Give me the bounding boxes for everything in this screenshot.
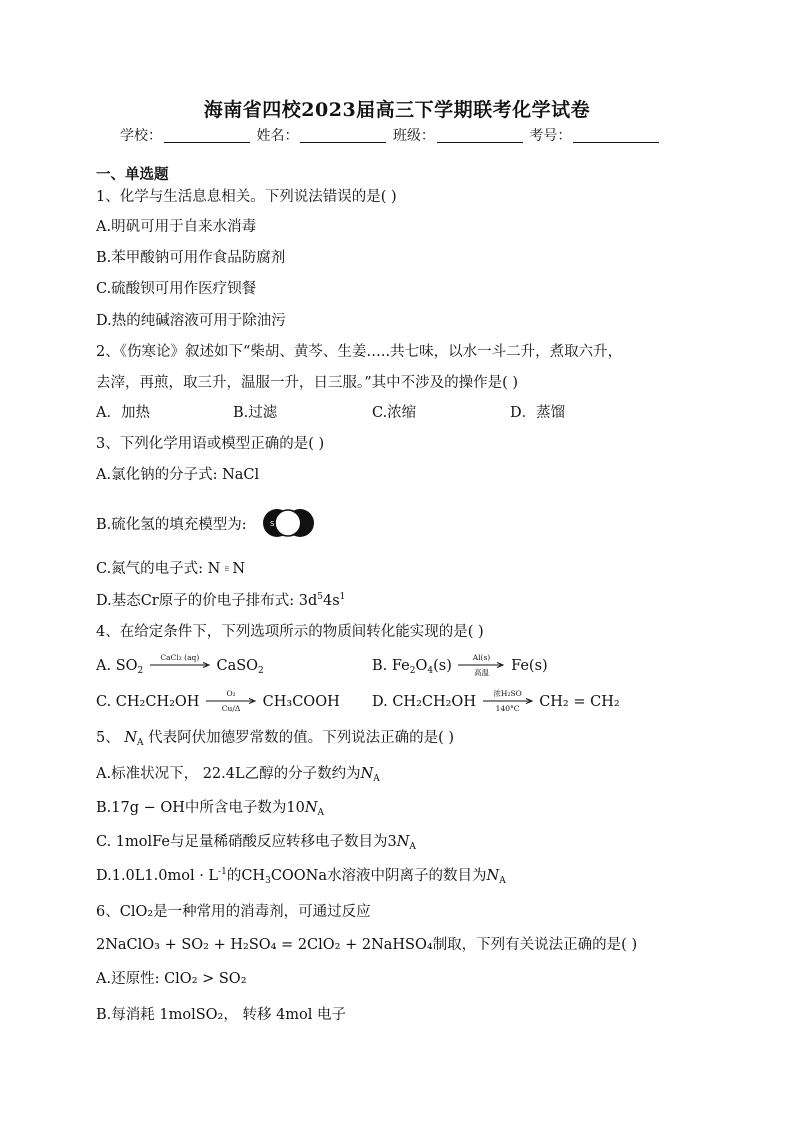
q3-option-a: A.氯化钠的分子式: NaCl [96, 467, 260, 483]
q4-c-condition-bottom: Cu/Δ [221, 704, 241, 713]
triple-bond-dots-icon: ⁝⁝⁝ [224, 565, 229, 573]
school-blank [164, 128, 250, 143]
q4-b-reactant: B. Fe [372, 658, 410, 674]
q5-option-c [96, 830, 416, 852]
q4-c-product: CH₃COOH [262, 694, 340, 710]
q2-stem-line1: 2、《伤寒论》叙述如下“柴胡、黄芩、生姜…..共七味，以水一斗二升，煮取六升， [96, 344, 623, 360]
class-label: 班级： [392, 128, 435, 144]
class-blank [437, 128, 523, 143]
q5-number: 5、 [96, 730, 120, 746]
avogadro-symbol: N [360, 766, 374, 782]
q4-c-condition-top: O₂ [226, 689, 236, 698]
q5-d-sub: 3 [265, 876, 271, 886]
q1-option-b: B.苯甲酸钠可用作食品防腐剂 [96, 250, 286, 266]
q1-option-c: C.硫酸钡可用作医疗钡餐 [96, 281, 257, 297]
q3-option-c-text-end: N [232, 561, 246, 577]
q4-d-condition-top: 浓H₂SO [493, 689, 522, 698]
q4-b-sub2: 4 [427, 666, 434, 676]
q2-option-a: A．加热 [96, 405, 150, 421]
q1-option-a: A.明矾可用于自来水消毒 [96, 219, 257, 235]
avogadro-sub: A [317, 808, 325, 818]
q1-stem: 1、化学与生活息息相关。下列说法错误的是( ) [96, 189, 397, 205]
exam-no-label: 考号： [529, 128, 572, 144]
q4-b-state: (s) [433, 658, 452, 674]
q4-d-condition-bottom: 140°C [495, 704, 520, 713]
q4-option-d [372, 690, 620, 712]
q4-c-reactant: C. CH₂CH₂OH [96, 694, 200, 710]
q4-a-reactant: A. SO [96, 658, 138, 674]
svg-text:S: S [270, 520, 275, 528]
q3-option-d-text: D.基态Cr原子的价电子排布式: 3d [96, 593, 318, 609]
q5-option-c-text: C. 1molFe与足量稀硝酸反应转移电子数目为3 [96, 834, 397, 850]
q3-option-b-text: B.硫化氢的填充模型为: [96, 517, 247, 533]
reaction-arrow-icon [482, 690, 534, 712]
avogadro-symbol: N [124, 730, 138, 746]
h2s-space-filling-model-icon [257, 507, 317, 543]
q2-option-c: C.浓缩 [372, 405, 417, 421]
q4-a-product: CaSO [216, 658, 259, 674]
q5-option-b-text: B.17g − OH中所含电子数为10 [96, 800, 305, 816]
q3-d-superscript-1: 1 [339, 592, 346, 602]
q1-option-d: D.热的纯碱溶液可用于除油污 [96, 313, 286, 329]
q5-stem [96, 726, 454, 748]
q2-stem-line2: 去滓，再煎，取三升，温服一升，日三服。”其中不涉及的操作是( ) [96, 375, 519, 391]
q5-option-a-text: A.标准状况下， 22.4L乙醇的分子数约为 [96, 766, 361, 782]
q6-stem-line2 [96, 933, 637, 954]
avogadro-sub: A [373, 774, 380, 784]
q4-b-product: Fe(s) [511, 658, 548, 674]
q2-option-b: B.过滤 [233, 405, 278, 421]
q3-d-superscript-5: 5 [317, 592, 323, 602]
avogadro-sub: A [499, 876, 506, 886]
reaction-arrow-icon [457, 654, 505, 676]
q5-d-superscript: -1 [218, 867, 227, 877]
q6-equation: 2NaClO₃ + SO₂ + H₂SO₄ = 2ClO₂ + 2NaHSO₄ [96, 937, 433, 953]
q3-option-d-4s: 4s [322, 593, 340, 609]
q6-stem-text: 制取，下列有关说法正确的是( ) [432, 937, 638, 953]
reaction-arrow-icon [149, 654, 211, 676]
q3-option-b [96, 507, 317, 543]
q6-option-b: B.每消耗 1molSO₂， 转移 4mol 电子 [96, 1007, 347, 1023]
q5-option-d [96, 864, 506, 886]
q3-stem: 3、下列化学用语或模型正确的是( ) [96, 436, 325, 452]
q5-option-d-text: D.1.0L1.0mol · L [96, 868, 219, 884]
q4-b-condition-bottom: 高温 [473, 668, 489, 677]
q4-b-reactant-o: O [415, 658, 428, 674]
q4-option-c [96, 690, 340, 712]
school-label: 学校： [120, 128, 162, 144]
q4-b-sub1: 2 [409, 666, 416, 676]
q4-d-product: CH₂ = CH₂ [539, 694, 620, 710]
name-label: 姓名： [256, 128, 299, 144]
avogadro-symbol: N [304, 800, 318, 816]
avogadro-symbol: N [396, 834, 410, 850]
q4-d-reactant: D. CH₂CH₂OH [372, 694, 476, 710]
student-info-row [120, 125, 720, 145]
q3-option-d [96, 589, 345, 610]
q3-option-c [96, 557, 245, 578]
exam-no-blank [573, 128, 659, 143]
avogadro-symbol: N [486, 868, 500, 884]
exam-title: 海南省四校2023届高三下学期联考化学试卷 [203, 99, 591, 121]
section-heading: 一、单选题 [96, 166, 169, 183]
q6-stem-line1: 6、ClO₂是一种常用的消毒剂，可通过反应 [96, 904, 371, 920]
q2-option-d: D．蒸馏 [510, 405, 566, 421]
avogadro-sub: A [137, 738, 144, 748]
reaction-arrow-icon [205, 690, 257, 712]
q6-option-a: A.还原性: ClO₂ > SO₂ [96, 971, 247, 987]
q5-option-b [96, 796, 324, 818]
q4-a-product-sub: 2 [258, 666, 264, 676]
q5-option-a [96, 762, 380, 784]
q4-b-condition-top: Al(s) [472, 653, 491, 662]
q3-option-c-text: C.氮气的电子式: N [96, 561, 221, 577]
q4-stem: 4、在给定条件下，下列选项所示的物质间转化能实现的是( ) [96, 624, 484, 640]
q5-option-d-ch: 的CH [226, 868, 266, 884]
avogadro-sub: A [409, 842, 416, 852]
q5-option-d-text-end: COONa水溶液中阴离子的数目为 [270, 868, 487, 884]
q4-option-b [372, 654, 548, 676]
name-blank [300, 128, 386, 143]
q5-stem-text: 代表阿伏加德罗常数的值。下列说法正确的是( ) [148, 730, 455, 746]
q4-option-a [96, 654, 264, 676]
q4-a-sub: 2 [137, 666, 144, 676]
q4-a-condition: CaCl₂ (aq) [160, 653, 200, 662]
